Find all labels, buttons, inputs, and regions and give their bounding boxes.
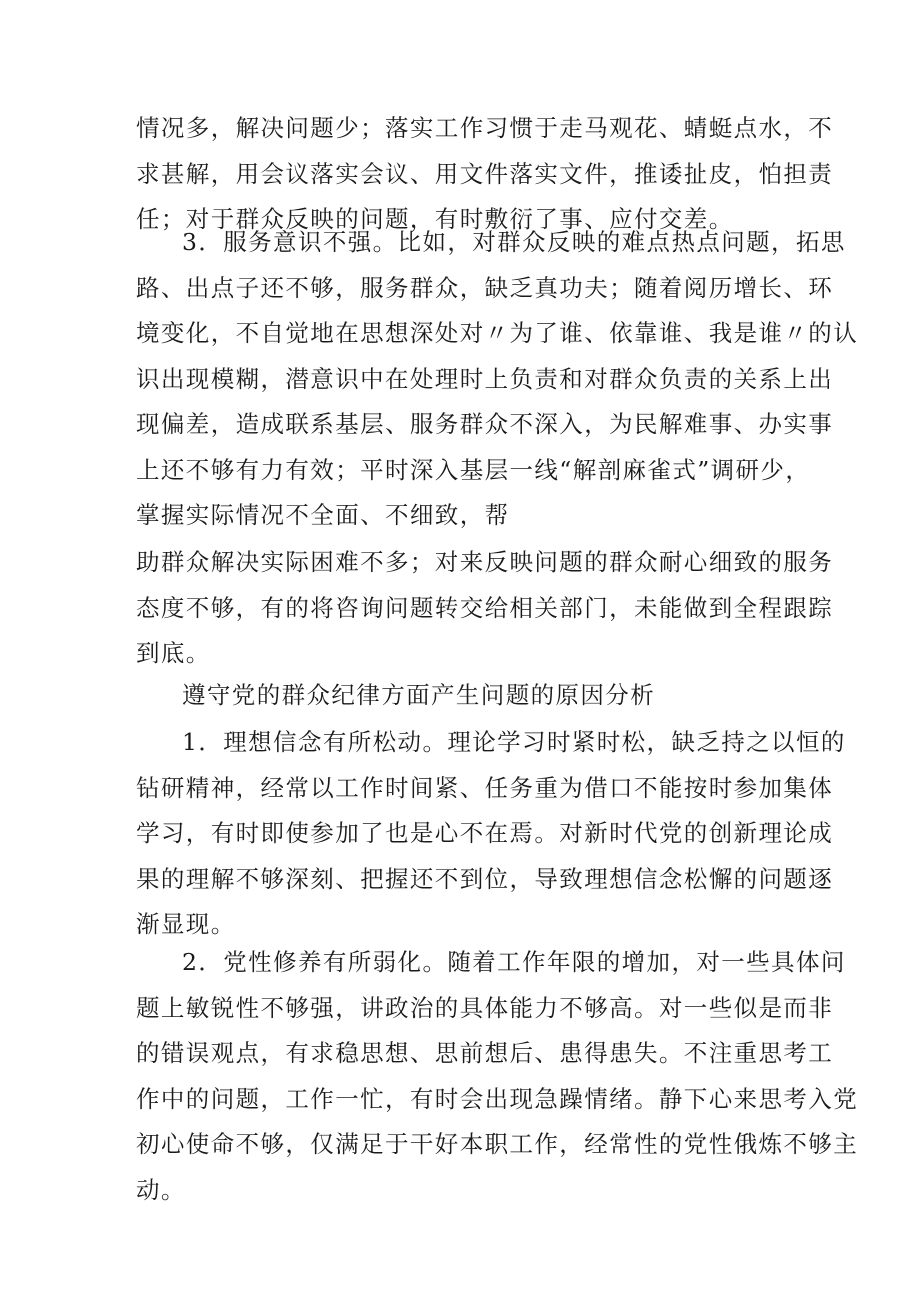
text-line: 作中的问题，工作一忙，有时会出现急躁情绪。静下心来思考入党 — [136, 1084, 859, 1113]
text-line: 上还不够有力有效；平时深入基层一线“解剖麻雀式”调研少， — [136, 455, 811, 484]
text-line: 助群众解决实际困难不多；对来反映问题的群众耐心细致的服务 — [136, 548, 834, 576]
text-line: 1．理想信念有所松动。理论学习时紧时松，缺乏持之以恒的 — [182, 728, 846, 756]
text-line: 动。 — [136, 1175, 186, 1204]
text-line: 钻研精神，经常以工作时间紧、任务重为借口不能按时参加集体 — [136, 773, 834, 802]
text-line: 境变化，不自觉地在思想深处对〃为了谁、依靠谁、我是谁〃的认 — [136, 319, 859, 347]
text-line: 识出现模糊，潜意识中在处理时上负责和对群众负责的关系上出 — [136, 364, 834, 393]
paragraph-party-cultivation — [136, 940, 859, 1213]
paragraph-service-awareness — [136, 220, 859, 539]
text-line: 渐显现。 — [136, 910, 236, 938]
text-line: 果的理解不够深刻、把握还不到位，导致理想信念松懈的问题逐 — [136, 864, 834, 893]
paragraph-help-masses — [136, 540, 834, 677]
text-line: 到底。 — [136, 639, 211, 667]
text-line: 3．服务意识不强。比如，对群众反映的难点热点问题，拓思 — [182, 228, 846, 256]
text-line: 掌握实际情况不全面、不细致，帮 — [136, 501, 510, 529]
paragraph-ideals-beliefs — [136, 720, 846, 948]
text-line: 情况多，解决问题少；落实工作习惯于走马观花、蜻蜓点水，不 — [136, 114, 834, 142]
text-line: 任；对于群众反映的问题，有时敷衍了事、应付交差。 — [136, 205, 734, 233]
text-line: 的错误观点，有求稳思想、思前想后、患得患失。不注重思考工 — [136, 1039, 834, 1067]
text-line: 路、出点子还不够，服务群众，缺乏真功夫；随着阅历增长、环 — [136, 273, 834, 302]
text-line: 现偏差，造成联系基层、服务群众不深入，为民解难事、办实事 — [136, 410, 834, 438]
text-line: 2．党性修养有所弱化。随着工作年限的增加，对一些具体问 — [182, 948, 846, 976]
text-line: 初心使命不够，仅满足于干好本职工作，经常性的党性俄炼不够主 — [136, 1130, 859, 1158]
section-heading: 遵守党的群众纪律方面产生问题的原因分析 — [182, 681, 656, 709]
text-line: 题上敏锐性不够强，讲政治的具体能力不够高。对一些似是而非 — [136, 993, 834, 1022]
text-line: 态度不够，有的将咨询问题转交给相关部门，未能做到全程跟踪 — [136, 593, 834, 622]
text-line: 求甚解，用会议落实会议、用文件落实文件，推诿扯皮，怕担责 — [136, 159, 834, 188]
text-line: 学习，有时即使参加了也是心不在焉。对新时代党的创新理论成 — [136, 819, 834, 847]
